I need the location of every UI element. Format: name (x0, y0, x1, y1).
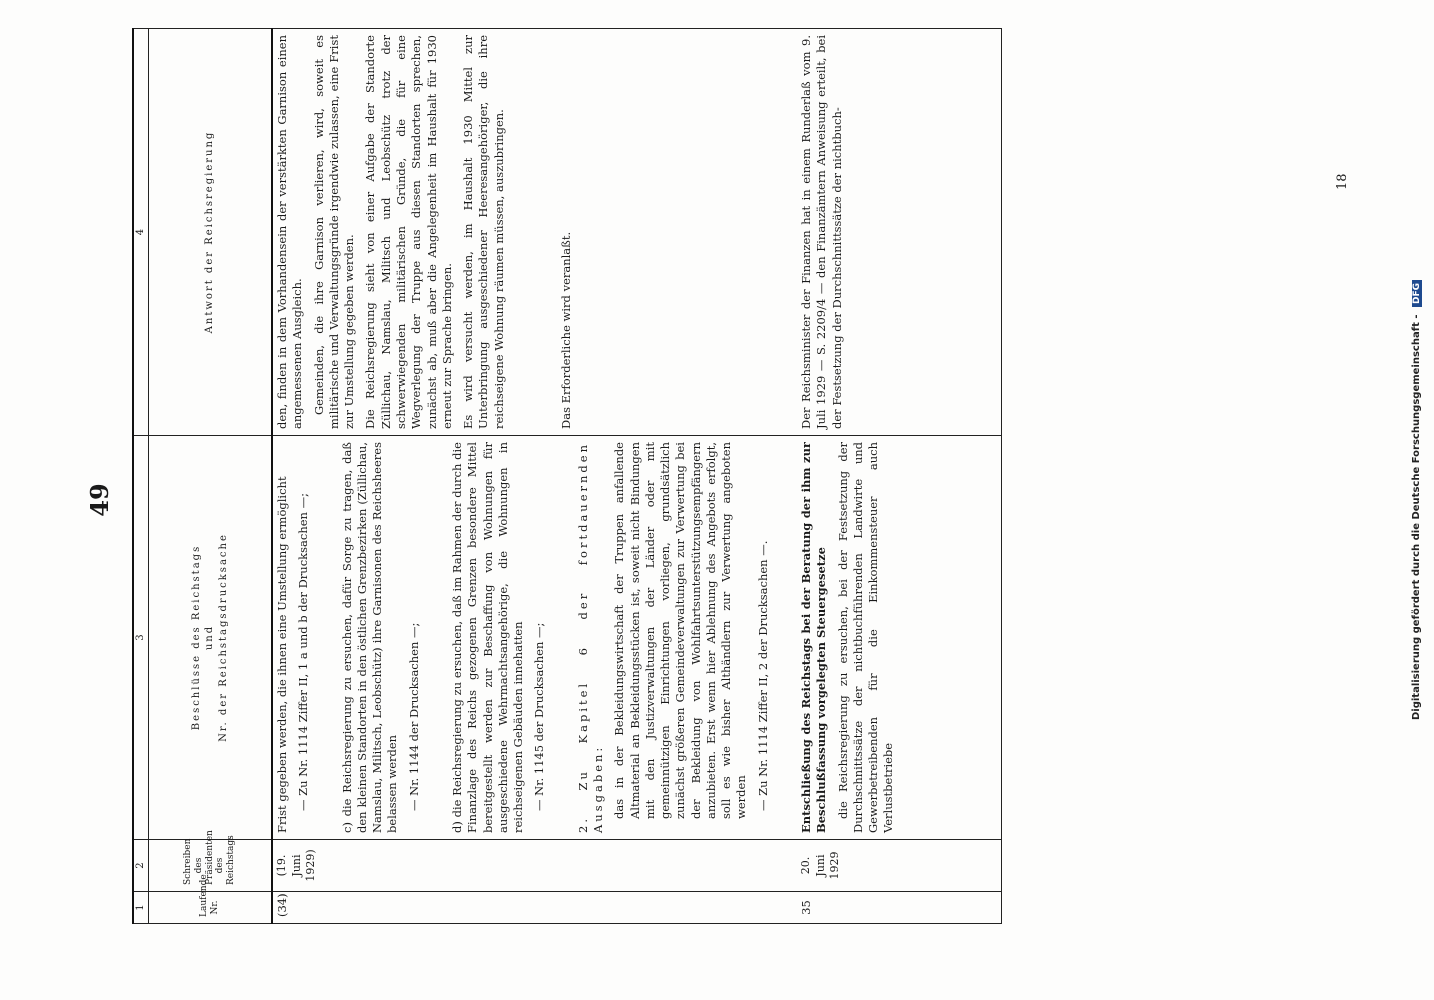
resolution-item-c: c) die Reichsregierung zu ersuchen, dafür Sorge zu tragen, daß den kleinen Standorten in den östlichen Grenzbezirken (Züllichau, Namslau, Militsch, Leobschütz) ihre Garnisonen des Reichsheeres belassen werden (339, 442, 400, 833)
answer-text: den, finden in dem Vorhandensein der verstärkten Garnison einen angemessenen Ausgleich. (275, 35, 305, 429)
header-president-letter: Schreiben des Präsidenten des Reichstags (149, 840, 273, 892)
header-resolutions-line: Nr. der Reichstagsdrucksache (217, 533, 229, 742)
answer-section-2: Das Erforderliche wird veranlaßt. (558, 231, 573, 429)
answer-item-d: Es wird versucht werden, im Haushalt 1930 Mittel zur Unterbringung ausgeschiedener Heeresangehöriger, die ihre reichseigene Wohnung räumen müssen, auszubringen. (461, 35, 506, 429)
letter-date: (19. Juni 1929) (272, 840, 797, 892)
digitization-credit (1411, 120, 1425, 880)
resolution-cell (797, 436, 1002, 840)
header-running-number: Laufende Nr. (149, 892, 273, 924)
column-number: 2 (133, 840, 149, 892)
answer-item-c: Die Reichsregierung sieht von einer Aufgabe der Standorte Züllichau, Namslau, Militsch und Leobschütz trotz der schwerwiegenden militärischen Gründe, die für eine Wegverlegung der Truppe aus diesen Standorten sprechen, zunächst ab, muß aber die Angelegenheit im Haushalt für 1930 erneut zur Sprache bringen. (363, 35, 454, 429)
resolution-section-title: 2. Zu Kapitel 6 der fortdauernden Ausgaben: (575, 442, 605, 833)
resolution-section-body: das in der Bekleidungswirtschaft der Truppen anfallende Altmaterial an Bekleidungsstücken ist, soweit nicht Bindungen mit den Justizverwaltungen der Länder oder mit gemeinnützigen Einrichtungen vorliegen, grundsätzlich zunächst größeren Gemeindeverwaltungen zur Verwertung bei der Bekleidung von Wohlfahrtsunterstützungsempfängern anzubieten. Erst wenn hier Ablehnung des Angebots erfolgt, soll es wie bisher Althändlern zur Verwertung angeboten werden (612, 442, 749, 819)
letter-date: 20. Juni 1929 (797, 840, 1002, 892)
column-number: 4 (133, 29, 149, 436)
print-reference: — Zu Nr. 1114 Ziffer II, 2 der Drucksachen —. (755, 540, 770, 811)
credit-text: Digitalisierung gefördert durch die Deutsche Forschungsgemeinschaft - (1411, 314, 1422, 721)
print-reference: — Nr. 1144 der Drucksachen —; (406, 622, 421, 811)
resolution-text: Frist gegeben werden, die ihnen eine Umstellung ermöglicht (275, 476, 289, 833)
answer-cell (272, 29, 797, 436)
running-number: 35 (797, 892, 1002, 924)
table-row (272, 29, 797, 924)
page-marker: 18 (1335, 173, 1350, 190)
answer-cell (797, 29, 1002, 436)
header-resolutions-line: Beschlüsse des Reichstags (191, 544, 203, 731)
answer-text: Gemeinden, die ihre Garnison verlieren, wird, soweit es militärische und Verwaltungsgründe irgendwie zulassen, eine Frist zur Umstellung gegeben werden. (311, 35, 357, 429)
print-reference: — Zu Nr. 1114 Ziffer II, 1 a und b der Drucksachen —; (296, 493, 311, 811)
table-row (797, 29, 1002, 924)
column-number-row (133, 29, 149, 924)
column-number: 3 (133, 436, 149, 840)
print-reference: — Nr. 1145 der Drucksachen —; (532, 622, 547, 811)
resolution-item-d: d) die Reichsregierung zu ersuchen, daß im Rahmen der durch die Finanzlage des Reichs gezogenen Grenzen besondere Mittel bereitgestellt werden zur Beschaffung von Wohnungen für ausgeschiedene Wehrmachtsangehörige, die Wohnungen in reichseigenen Gebäuden innehatten (449, 442, 526, 833)
resolution-cell (272, 436, 797, 840)
resolution-text: die Reichsregierung zu ersuchen, bei der Festsetzung der Durchschnittssätze der nichtbuchführenden Landwirte und Gewerbetreibenden für die Einkommensteuer auch Verlustbetriebe (835, 442, 896, 833)
resolution-title: Entschließung des Reichstags bei der Beratung der ihm zur Beschlußfassung vorgelegten Steuergesetze (799, 442, 829, 833)
answer-text: Der Reichsminister der Finanzen hat in einem Runderlaß vom 9. Juli 1929 — S. 2209/4 — den Finanzämtern Anweisung erteilt, bei der Festsetzung der Durchschnittssätze der nichtbuch- (799, 35, 844, 429)
page-number: 49 (85, 483, 114, 517)
resolutions-table (132, 28, 1002, 924)
column-number: 1 (133, 892, 149, 924)
running-number: (34) (272, 892, 797, 924)
dfg-logo: DFG (1412, 280, 1422, 307)
header-resolutions (149, 436, 273, 840)
column-header-row (149, 29, 273, 924)
header-resolutions-line: und (204, 624, 216, 651)
header-government-answer: Antwort der Reichsregierung (149, 29, 273, 436)
